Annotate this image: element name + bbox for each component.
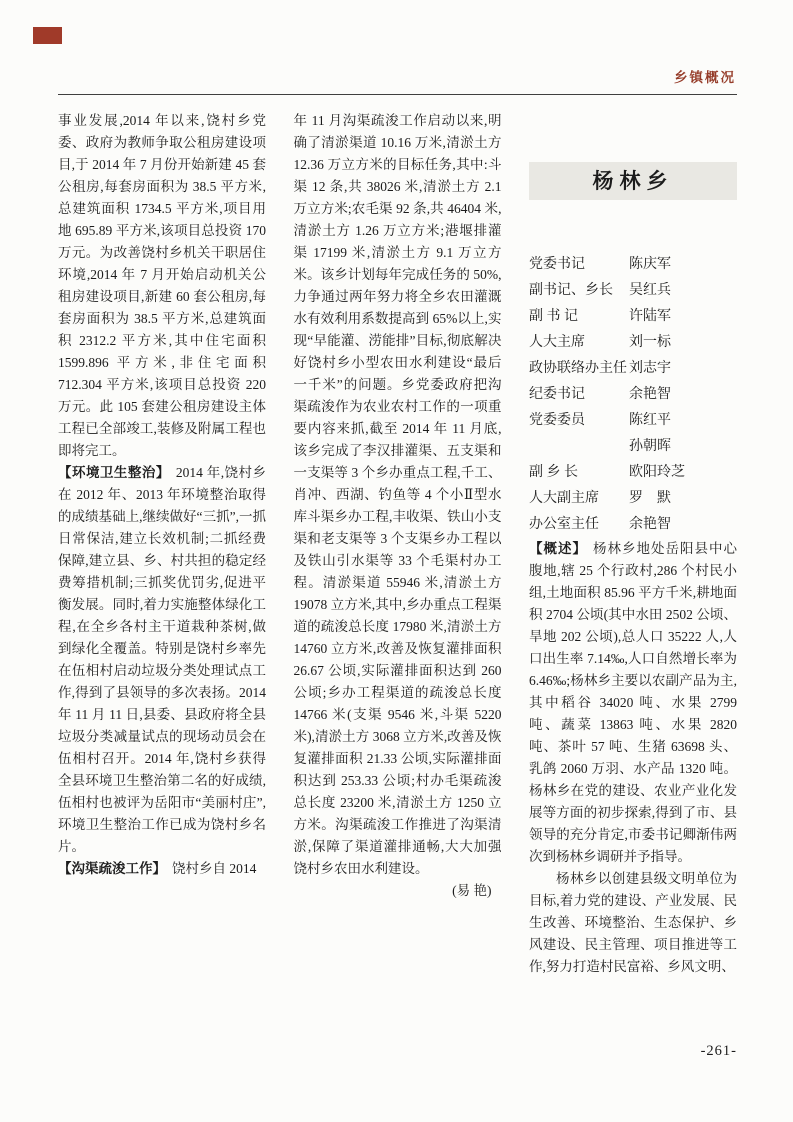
- roster-name: 罗 默: [629, 491, 671, 506]
- roster-name: 陈庆军: [629, 257, 671, 272]
- roster-row: [529, 382, 737, 408]
- column-3: [529, 110, 737, 978]
- section-body: 杨林乡地处岳阳县中心腹地,辖 25 个行政村,286 个村民小组,土地面积 85.96 平方千米,耕地面积 2704 公顷(其中水田 2502 公顷、旱地 202 公顷),总人口 35222 人,人口出生率 7.14‰,人口自然增长率为 6.46‰;杨林乡主要以农副产品为主,其中稻谷 34020 吨、水果 2799 吨、蔬菜 13863 吨、水果 2820 吨、茶叶 57 吨、生猪 63698 头、乳鸽 2060 万羽、水产品 1320 吨。杨林乡在党的建设、农业产业化发展等方面的初步探索,得到了市、县领导的充分肯定,市委书记卿渐伟两次到杨林乡调研并予指导。: [529, 541, 737, 864]
- roster-name: 余艳智: [629, 517, 671, 532]
- roster-title: 办公室主任: [529, 517, 599, 532]
- running-head: [674, 66, 736, 86]
- section-environment: [58, 462, 266, 858]
- roster-name: 欧阳玲芝: [629, 465, 685, 480]
- roster-title: 副 乡 长: [529, 465, 578, 480]
- header-rule: [58, 94, 737, 95]
- section-body: 饶村乡自 2014: [172, 861, 257, 876]
- roster-name: 吴红兵: [629, 283, 671, 298]
- section-heading: 【概述】: [529, 541, 587, 556]
- roster-row: [529, 304, 737, 330]
- paragraph: 杨林乡以创建县级文明单位为目标,着力党的建设、产业发展、民生改善、环境整治、生态保护、乡风建设、民主管理、项目推进等工作,努力打造村民富裕、乡风文明、: [529, 871, 737, 974]
- roster-row: [529, 512, 737, 538]
- roster-row: [529, 330, 737, 356]
- township-banner: [529, 162, 737, 200]
- roster-row: [529, 408, 737, 434]
- section-dredging: [58, 858, 266, 880]
- section-heading: 【环境卫生整治】: [58, 465, 170, 480]
- section-heading: 【沟渠疏浚工作】: [58, 861, 166, 876]
- column-2: [294, 110, 502, 978]
- roster-name: 孙朝晖: [629, 439, 671, 454]
- roster-title: 党委书记: [529, 257, 585, 272]
- roster-row: [529, 278, 737, 304]
- leadership-roster: [529, 252, 737, 538]
- roster-name: 刘一标: [629, 335, 671, 350]
- roster-name: 陈红平: [629, 413, 671, 428]
- roster-row: [529, 434, 737, 460]
- roster-title: 人大主席: [529, 335, 585, 350]
- paragraph-continuation: 事业发展,2014 年以来,饶村乡党委、政府为教师争取公租房建设项目,于 2014 年 7 月份开始新建 45 套公租房,每套房面积为 38.5 平方米,总建筑面积 1734.5 平方米,项目用地 695.89 平方米,该项目总投资 170 万元。为改善饶村乡机关干职居住环境,2014 年 7 月开始启动机关公租房建设项目,新建 60 套公租房,每套房面积为 38.5 平方米,总建筑面积 2312.2 平方米,其中住宅面积 1599.896 平方米,非住宅面积 712.304 平方米,该项目总投资 220 万元。此 105 套建公租房建设主体工程已全部竣工,装修及附属工程也即将完工。: [58, 113, 266, 458]
- township-banner-title: 杨林乡: [592, 169, 674, 193]
- roster-row: [529, 486, 737, 512]
- page-number: -261-: [700, 1043, 737, 1059]
- roster-title: 人大副主席: [529, 491, 599, 506]
- roster-row: [529, 460, 737, 486]
- roster-row: [529, 252, 737, 278]
- roster-title: 纪委书记: [529, 387, 585, 402]
- roster-name: 余艳智: [629, 387, 671, 402]
- roster-title: 党委委员: [529, 413, 585, 428]
- section-overview: [529, 538, 737, 868]
- roster-title: 副书记、乡长: [529, 283, 613, 298]
- roster-title: [529, 434, 629, 460]
- corner-bleed-mark: [33, 27, 62, 44]
- text-columns: [58, 110, 737, 978]
- roster-name: 许陆军: [629, 309, 671, 324]
- section-body: 2014 年,饶村乡在 2012 年、2013 年环境整治取得的成绩基础上,继续做好“三抓”,一抓日常保洁,建立长效机制;二抓经费保障,建立县、乡、村共担的稳定经费筹措机制;三抓奖优罚劣,促进平衡发展。同时,着力实施整体绿化工程,在全乡各村主干道栽种茶树,做到绿化全覆盖。特别是饶村乡率先在伍相村启动垃圾分类处理试点工作,得到了县领导的多次表扬。2014 年 11 月 11 日,县委、县政府将全县垃圾分类减量试点的现场动员会在伍相村召开。2014 年,饶村乡获得全县环境卫生整治第二名的好成绩,伍相村也被评为岳阳市“美丽村庄”,环境卫生整治工作已成为饶村乡名片。: [58, 465, 267, 854]
- roster-name: 刘志宇: [629, 361, 671, 376]
- roster-row: [529, 356, 737, 382]
- column-1: [58, 110, 266, 978]
- roster-title: 政协联络办主任: [529, 361, 627, 376]
- author-signature: (易 艳): [452, 883, 492, 898]
- paragraph-continuation: 年 11 月沟渠疏浚工作启动以来,明确了清淤渠道 10.16 万米,清淤土方 12.36 万立方米的目标任务,其中:斗渠 12 条,共 38026 米,清淤土方 2.1 万立方米;农毛渠 92 条,共 46404 米,清淤土方 1.26 万立方米;港堰排灌渠 17199 米,清淤土方 9.1 万立方米。该乡计划每年完成任务的 50%,力争通过两年努力将全乡农田灌溉水有效利用系数提高到 65%以上,实现“早能灌、涝能排”目标,彻底解决好饶村乡小型农田水利建设“最后一千米”的问题。乡党委政府把沟渠疏浚作为农业农村工作的一项重要内容来抓,截至 2014 年 11 月底,该乡完成了李汉排灌渠、五支渠和一支渠等 3 个乡办重点工程,千工、肖冲、西湖、钓鱼等 4 个小Ⅱ型水库斗渠乡办工程,丰收渠、铁山小支渠和老支渠等 3 个支渠乡办工程以及铁山引水渠等 33 个毛渠村办工程。清淤渠道 55946 米,清淤土方 19078 立方米,其中,乡办重点工程渠道的疏浚总长度 17980 米,清淤土方 14760 立方米,改善及恢复灌排面积 26.67 公顷,实际灌排面积达到 260 公顷;乡办工程渠道的疏浚总长度 14766 米(支渠 9546 米,斗渠 5220 米),清淤土方 3068 立方米,改善及恢复灌排面积 21.33 公顷,实际灌排面积达到 253.33 公顷;村办毛渠疏浚总长度 23200 米,清淤土方 1250 立方米。沟渠疏浚工作推进了沟渠清淤,保障了渠道灌排通畅,大大加强饶村乡农田水利建设。: [293, 113, 502, 876]
- roster-title: 副 书 记: [529, 309, 578, 324]
- running-head-title: 乡镇概况: [674, 70, 736, 85]
